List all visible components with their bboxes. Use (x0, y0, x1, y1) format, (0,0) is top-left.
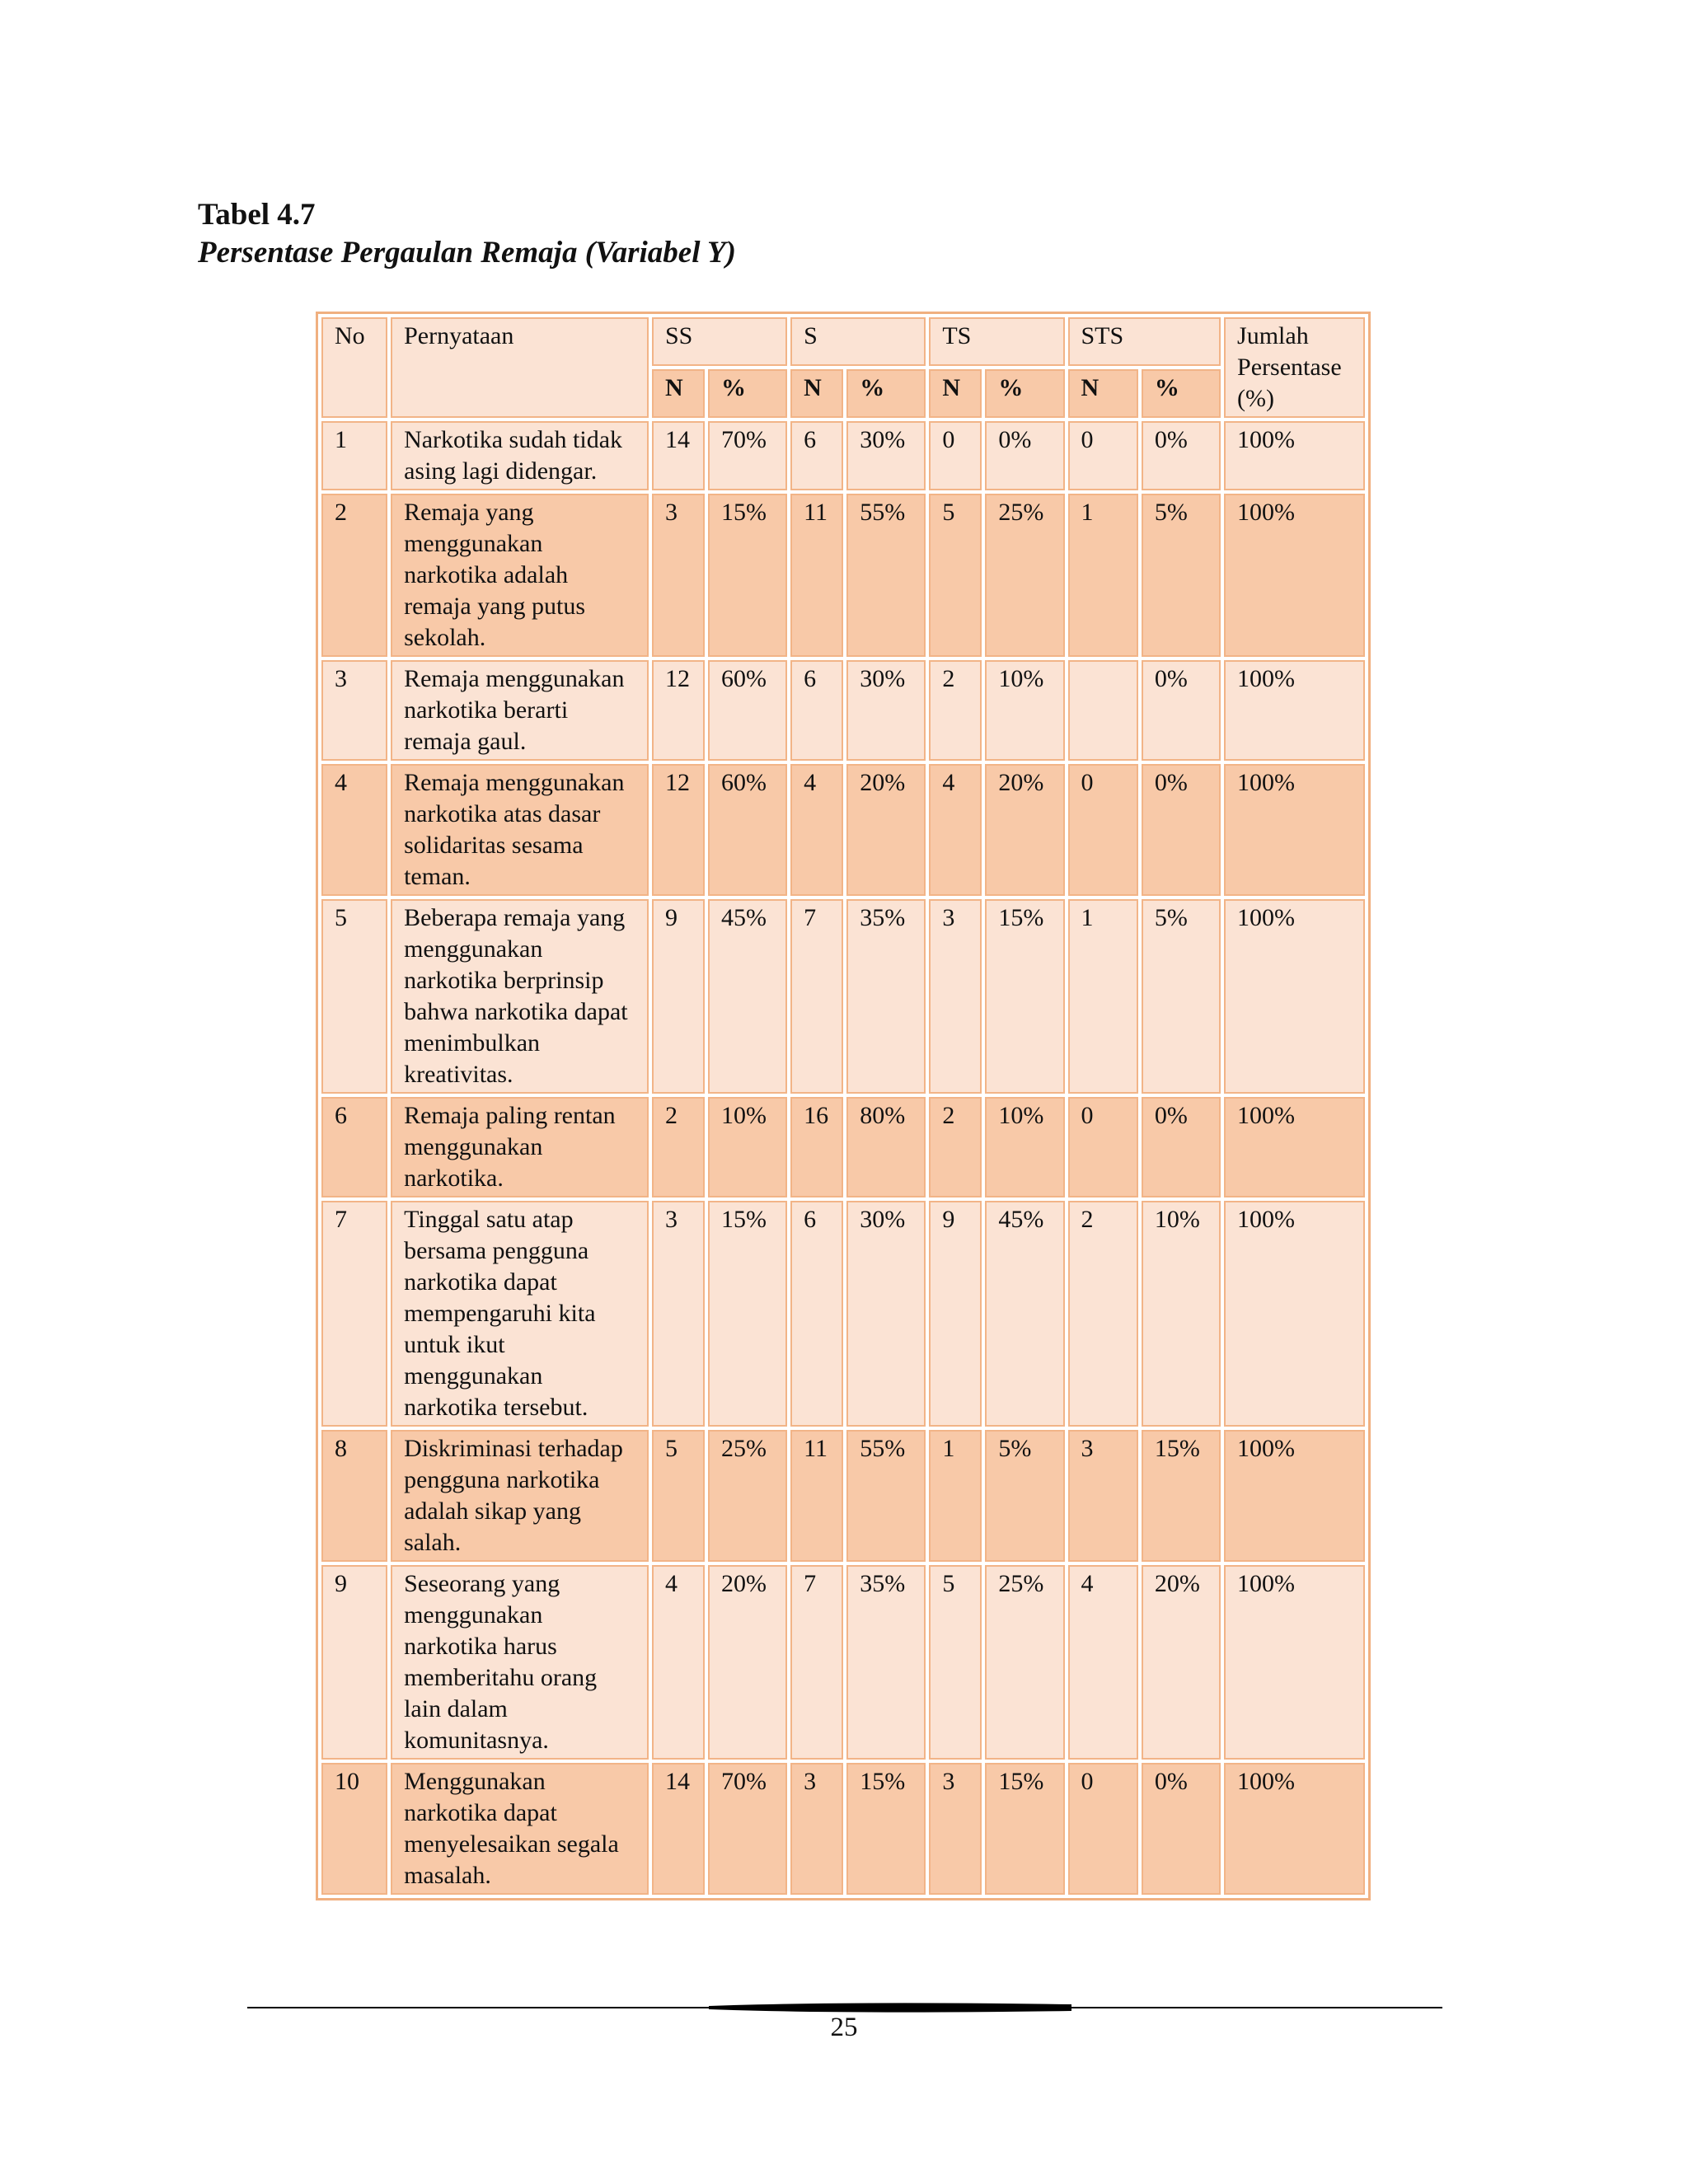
cell-sts-pct: 10% (1142, 1201, 1221, 1427)
subheader-pct: % (708, 369, 787, 418)
cell-ts-n: 5 (929, 1565, 982, 1760)
table-number: Tabel 4.7 (198, 198, 316, 232)
cell-ss-n: 3 (652, 494, 705, 657)
cell-sts-pct: 0% (1142, 1097, 1221, 1197)
cell-sts-pct: 0% (1142, 764, 1221, 896)
cell-ts-n: 3 (929, 899, 982, 1094)
cell-s-n: 11 (790, 1430, 843, 1562)
table-caption (198, 196, 736, 272)
table-row (321, 899, 1365, 1094)
cell-s-n: 6 (790, 660, 843, 761)
cell-sts-n: 3 (1068, 1430, 1138, 1562)
cell-total: 100% (1224, 421, 1365, 490)
cell-s-pct: 80% (846, 1097, 926, 1197)
cell-ss-pct: 45% (708, 899, 787, 1094)
table-row (321, 764, 1365, 896)
cell-no: 1 (321, 421, 387, 490)
cell-ts-pct: 45% (985, 1201, 1064, 1427)
cell-ss-n: 9 (652, 899, 705, 1094)
header-statement: Pernyataan (391, 317, 649, 418)
cell-no: 6 (321, 1097, 387, 1197)
table-title: Persentase Pergaulan Remaja (Variabel Y) (198, 236, 736, 269)
cell-sts-pct: 5% (1142, 494, 1221, 657)
cell-sts-n: 0 (1068, 1097, 1138, 1197)
cell-total: 100% (1224, 494, 1365, 657)
cell-s-n: 3 (790, 1763, 843, 1895)
cell-ss-pct: 25% (708, 1430, 787, 1562)
cell-statement: Beberapa remaja yang menggunakan narkotika berprinsip bahwa narkotika dapat menimbulkan kreativitas. (391, 899, 649, 1094)
cell-statement: Remaja paling rentan menggunakan narkotika. (391, 1097, 649, 1197)
table-row (321, 494, 1365, 657)
cell-total: 100% (1224, 1430, 1365, 1562)
cell-no: 7 (321, 1201, 387, 1427)
cell-total: 100% (1224, 764, 1365, 896)
cell-ss-n: 3 (652, 1201, 705, 1427)
cell-no: 5 (321, 899, 387, 1094)
cell-statement: Seseorang yang menggunakan narkotika harus memberitahu orang lain dalam komunitasnya. (391, 1565, 649, 1760)
cell-ts-n: 5 (929, 494, 982, 657)
header-total: Jumlah Persentase (%) (1224, 317, 1365, 418)
cell-ts-pct: 10% (985, 1097, 1064, 1197)
cell-s-pct: 35% (846, 1565, 926, 1760)
header-s: S (790, 317, 926, 366)
cell-ts-n: 2 (929, 660, 982, 761)
cell-total: 100% (1224, 1565, 1365, 1760)
cell-ts-pct: 25% (985, 1565, 1064, 1760)
table-row (321, 1430, 1365, 1562)
cell-ss-pct: 15% (708, 494, 787, 657)
cell-ts-pct: 5% (985, 1430, 1064, 1562)
header-no: No (321, 317, 387, 418)
header-sts: STS (1068, 317, 1221, 366)
subheader-n: N (1068, 369, 1138, 418)
cell-ss-pct: 15% (708, 1201, 787, 1427)
cell-s-pct: 30% (846, 660, 926, 761)
cell-sts-n: 1 (1068, 899, 1138, 1094)
subheader-n: N (929, 369, 982, 418)
subheader-n: N (790, 369, 843, 418)
cell-ts-pct: 10% (985, 660, 1064, 761)
cell-sts-pct: 0% (1142, 1763, 1221, 1895)
cell-ss-n: 5 (652, 1430, 705, 1562)
cell-ts-pct: 15% (985, 899, 1064, 1094)
cell-ss-pct: 60% (708, 764, 787, 896)
cell-s-pct: 15% (846, 1763, 926, 1895)
cell-sts-n: 0 (1068, 421, 1138, 490)
page-number: 25 (830, 2013, 858, 2042)
table-body (321, 421, 1365, 1895)
cell-ss-n: 14 (652, 1763, 705, 1895)
cell-s-pct: 55% (846, 1430, 926, 1562)
cell-ts-n: 3 (929, 1763, 982, 1895)
cell-no: 10 (321, 1763, 387, 1895)
cell-sts-n: 0 (1068, 1763, 1138, 1895)
cell-ts-n: 2 (929, 1097, 982, 1197)
cell-total: 100% (1224, 1201, 1365, 1427)
cell-total: 100% (1224, 1763, 1365, 1895)
cell-ts-pct: 20% (985, 764, 1064, 896)
cell-ss-n: 12 (652, 764, 705, 896)
table-row (321, 1201, 1365, 1427)
cell-no: 4 (321, 764, 387, 896)
cell-total: 100% (1224, 899, 1365, 1094)
cell-ts-pct: 0% (985, 421, 1064, 490)
subheader-pct: % (846, 369, 926, 418)
cell-statement: Menggunakan narkotika dapat menyelesaikan segala masalah. (391, 1763, 649, 1895)
cell-s-n: 11 (790, 494, 843, 657)
cell-sts-n: 1 (1068, 494, 1138, 657)
cell-s-pct: 30% (846, 1201, 926, 1427)
cell-s-n: 6 (790, 421, 843, 490)
cell-no: 9 (321, 1565, 387, 1760)
cell-ss-pct: 60% (708, 660, 787, 761)
cell-sts-n: 0 (1068, 764, 1138, 896)
cell-total: 100% (1224, 1097, 1365, 1197)
cell-ts-pct: 15% (985, 1763, 1064, 1895)
subheader-n: N (652, 369, 705, 418)
cell-ss-n: 2 (652, 1097, 705, 1197)
cell-ss-pct: 70% (708, 421, 787, 490)
cell-sts-n (1068, 660, 1138, 761)
data-table (316, 312, 1371, 1900)
cell-ss-pct: 10% (708, 1097, 787, 1197)
table-row (321, 1763, 1365, 1895)
cell-s-pct: 35% (846, 899, 926, 1094)
cell-ts-n: 1 (929, 1430, 982, 1562)
cell-ts-n: 9 (929, 1201, 982, 1427)
cell-s-pct: 20% (846, 764, 926, 896)
cell-statement: Remaja menggunakan narkotika atas dasar solidaritas sesama teman. (391, 764, 649, 896)
cell-ts-n: 4 (929, 764, 982, 896)
cell-s-pct: 55% (846, 494, 926, 657)
cell-ss-n: 4 (652, 1565, 705, 1760)
cell-sts-pct: 0% (1142, 660, 1221, 761)
cell-statement: Diskriminasi terhadap pengguna narkotika adalah sikap yang salah. (391, 1430, 649, 1562)
cell-s-pct: 30% (846, 421, 926, 490)
cell-sts-pct: 15% (1142, 1430, 1221, 1562)
cell-sts-pct: 20% (1142, 1565, 1221, 1760)
cell-s-n: 7 (790, 1565, 843, 1760)
table-row (321, 1097, 1365, 1197)
cell-statement: Remaja yang menggunakan narkotika adalah remaja yang putus sekolah. (391, 494, 649, 657)
table-row (321, 1565, 1365, 1760)
cell-ss-n: 14 (652, 421, 705, 490)
cell-ts-pct: 25% (985, 494, 1064, 657)
cell-statement: Narkotika sudah tidak asing lagi didengar. (391, 421, 649, 490)
cell-ss-n: 12 (652, 660, 705, 761)
cell-s-n: 7 (790, 899, 843, 1094)
cell-s-n: 6 (790, 1201, 843, 1427)
cell-no: 3 (321, 660, 387, 761)
cell-ss-pct: 70% (708, 1763, 787, 1895)
cell-statement: Remaja menggunakan narkotika berarti remaja gaul. (391, 660, 649, 761)
table-row (321, 660, 1365, 761)
cell-sts-n: 4 (1068, 1565, 1138, 1760)
subheader-pct: % (985, 369, 1064, 418)
subheader-pct: % (1142, 369, 1221, 418)
cell-s-n: 4 (790, 764, 843, 896)
header-ss: SS (652, 317, 787, 366)
cell-sts-pct: 5% (1142, 899, 1221, 1094)
cell-statement: Tinggal satu atap bersama pengguna narkotika dapat mempengaruhi kita untuk ikut menggunakan narkotika tersebut. (391, 1201, 649, 1427)
cell-sts-n: 2 (1068, 1201, 1138, 1427)
cell-ts-n: 0 (929, 421, 982, 490)
cell-no: 8 (321, 1430, 387, 1562)
cell-no: 2 (321, 494, 387, 657)
cell-total: 100% (1224, 660, 1365, 761)
cell-sts-pct: 0% (1142, 421, 1221, 490)
cell-ss-pct: 20% (708, 1565, 787, 1760)
cell-s-n: 16 (790, 1097, 843, 1197)
header-ts: TS (929, 317, 1064, 366)
table-row (321, 421, 1365, 490)
